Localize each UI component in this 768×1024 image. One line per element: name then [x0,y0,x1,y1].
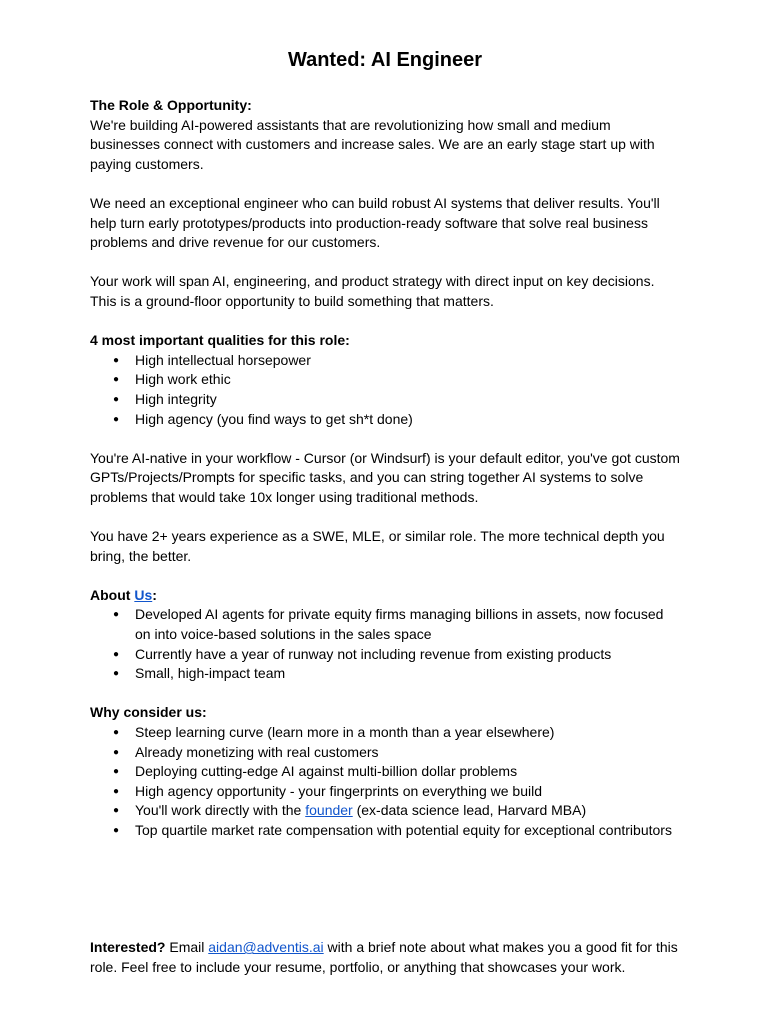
about-heading [90,586,680,606]
list-item: ● Developed AI agents for private equity firms managing billions in assets, now focused on into voice-based solutions in the sales space [135,605,680,644]
list-item: ● High agency opportunity - your fingerprints on everything we build [135,782,680,802]
about-list [90,605,680,683]
ai-native-paragraph: You're AI-native in your workflow - Cursor (or Windsurf) is your default editor, you've got custom GPTs/Projects/Prompts for specific tasks, and you can string together AI systems to solve problems that would take 10x longer using traditional methods. [90,449,680,505]
qualities-list [90,351,680,429]
role-paragraph-2: We need an exceptional engineer who can build robust AI systems that deliver results. You'll help turn early prototypes/products into production-ready software that solve real business problems and drive revenue for our customers. [90,194,660,251]
list-item: ● Small, high-impact team [135,664,680,684]
why-list [90,723,680,841]
qualities-heading: 4 most important qualities for this role: [90,332,350,349]
contact-lead: Interested? [90,939,166,956]
founder-link[interactable]: founder [305,802,353,819]
role-heading: The Role & Opportunity: [90,97,252,113]
list-item: ● High integrity [135,390,680,410]
list-item: ● High intellectual horsepower [135,351,680,371]
list-item: ● Top quartile market rate compensation with potential equity for exceptional contributors [135,821,680,841]
page-title: Wanted: AI Engineer [287,49,483,71]
about-heading-suffix: : [152,586,157,603]
list-item: ● Deploying cutting-edge AI against multi-billion dollar problems [135,762,680,782]
list-item: ● High agency (you find ways to get sh*t done) [135,410,680,430]
list-item: ● Steep learning curve (learn more in a month than a year elsewhere) [135,723,680,743]
contact-text-1: Email [165,939,209,956]
founder-prefix: You'll work directly with the [135,802,306,819]
about-us-link[interactable]: Us [134,586,153,603]
why-heading: Why consider us: [90,704,207,721]
spacer [90,860,680,938]
list-item: ● High work ethic [135,370,680,390]
contact-text-2: with a brief note about what makes you a good fit for this role. Feel free to include your resume, portfolio, or anything that showcases your work. [90,939,678,975]
list-item-founder [135,801,680,821]
role-section [90,96,680,174]
founder-suffix: (ex-data science lead, Harvard MBA) [352,802,587,819]
list-item: ● Currently have a year of runway not including revenue from existing products [135,645,680,665]
role-paragraph-1: We're building AI-powered assistants that are revolutionizing how small and medium businesses connect with customers and increase sales. We are an early stage start up with paying customers. [90,116,655,172]
email-link[interactable]: aidan@adventis.ai [208,939,324,956]
about-heading-prefix: About [90,586,135,603]
role-paragraph-3: Your work will span AI, engineering, and product strategy with direct input on key decisions. This is a ground-floor opportunity to build something that matters. [90,273,655,309]
list-item: ● Already monetizing with real customers [135,743,680,763]
contact-paragraph [90,938,680,977]
experience-paragraph: You have 2+ years experience as a SWE, MLE, or similar role. The more technical depth you bring, the better. [90,528,665,564]
